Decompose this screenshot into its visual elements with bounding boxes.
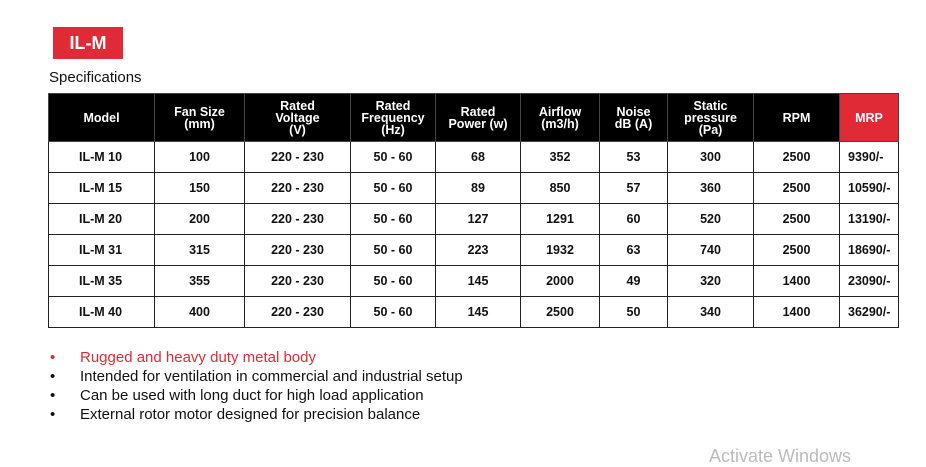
activation-watermark: Activate Windows [709,446,852,466]
table-body [49,142,899,328]
section-title: Specifications [49,69,142,86]
feature-text: External rotor motor designed for precision balance [80,406,421,423]
product-badge: IL-M [53,27,123,59]
feature-text: Rugged and heavy duty metal body [80,349,316,366]
table-cell: 50 - 60 [351,142,436,173]
column-header-line: Fan Size [174,104,225,119]
table-cell: 220 - 230 [245,266,351,297]
table-cell: 2000 [521,266,600,297]
feature-item [50,405,463,424]
column-header-line: MRP [855,110,883,125]
table-cell: 220 - 230 [245,173,351,204]
column-header-line: (Hz) [381,122,405,137]
column-header-line: Airflow [538,104,582,119]
column-header-line: (m3/h) [541,116,579,131]
column-header-line: (V) [289,122,306,137]
table-cell: 150 [155,173,245,204]
column-header-line: dB (A) [614,116,653,131]
table-cell: 2500 [754,204,840,235]
table-cell: 145 [436,297,521,328]
feature-item [50,386,463,405]
table-cell: 355 [155,266,245,297]
table-row [49,235,899,266]
table-cell: 740 [668,235,754,266]
column-header-line: Static [693,98,728,113]
column-header-line: Power (w) [448,116,508,131]
table-cell: 9390/- [840,142,899,173]
table-cell: 89 [436,173,521,204]
table-cell: 400 [155,297,245,328]
table-cell: IL-M 10 [49,142,155,173]
table-cell: 220 - 230 [245,297,351,328]
table-cell: 145 [436,266,521,297]
bullet-icon: • [50,406,56,423]
table-cell: 50 - 60 [351,266,436,297]
table-cell: 68 [436,142,521,173]
table-cell: 23090/- [840,266,899,297]
table-cell: 1400 [754,297,840,328]
column-header [245,94,351,142]
table-cell: 220 - 230 [245,204,351,235]
column-header [521,94,600,142]
table-cell: IL-M 20 [49,204,155,235]
table-cell: 18690/- [840,235,899,266]
column-header [351,94,436,142]
table-cell: 49 [600,266,668,297]
table-cell: 50 - 60 [351,204,436,235]
table-cell: 2500 [754,142,840,173]
table-cell: 50 - 60 [351,297,436,328]
column-header-line: RPM [782,110,811,125]
table-cell: 50 - 60 [351,235,436,266]
column-header [668,94,754,142]
column-header [436,94,521,142]
feature-item [50,367,463,386]
table-cell: 1932 [521,235,600,266]
column-header-line: Rated [375,98,411,113]
table-row [49,173,899,204]
feature-item [50,348,463,367]
table-cell: 13190/- [840,204,899,235]
table-cell: 850 [521,173,600,204]
feature-text: Intended for ventilation in commercial and industrial setup [80,368,463,385]
column-header [49,94,155,142]
bullet-icon: • [50,368,56,385]
table-cell: 223 [436,235,521,266]
table-cell: 53 [600,142,668,173]
feature-list [50,348,463,424]
table-cell: 2500 [754,173,840,204]
bullet-icon: • [50,349,56,366]
table-cell: IL-M 15 [49,173,155,204]
table-cell: 220 - 230 [245,142,351,173]
table-cell: 2500 [521,297,600,328]
table-cell: 315 [155,235,245,266]
column-header-line: Frequency [361,110,425,125]
table-cell: 100 [155,142,245,173]
table-cell: IL-M 31 [49,235,155,266]
table-cell: 340 [668,297,754,328]
table-cell: 36290/- [840,297,899,328]
table-cell: 352 [521,142,600,173]
table-cell: 320 [668,266,754,297]
column-header-line: Voltage [275,110,320,125]
table-cell: IL-M 35 [49,266,155,297]
table-cell: 10590/- [840,173,899,204]
table-cell: 520 [668,204,754,235]
column-header-line: (mm) [184,116,215,131]
table-cell: 63 [600,235,668,266]
table-cell: 50 [600,297,668,328]
table-cell: 1291 [521,204,600,235]
bullet-icon: • [50,387,56,404]
table-cell: 1400 [754,266,840,297]
table-row [49,204,899,235]
table-cell: 200 [155,204,245,235]
table-row [49,266,899,297]
table-row [49,142,899,173]
column-header [600,94,668,142]
header-row [49,94,899,142]
column-header [754,94,840,142]
column-header-line: Noise [616,104,651,119]
table-cell: 60 [600,204,668,235]
table-cell: 300 [668,142,754,173]
table-cell: 360 [668,173,754,204]
column-header-line: Rated [460,104,496,119]
table-cell: 2500 [754,235,840,266]
column-header [840,94,899,142]
specifications-table [48,93,899,328]
table-header [49,94,899,142]
column-header-line: pressure [684,110,737,125]
table-cell: 220 - 230 [245,235,351,266]
table-row [49,297,899,328]
table-cell: 50 - 60 [351,173,436,204]
column-header-line: (Pa) [698,122,723,137]
column-header-line: Rated [280,98,315,113]
column-header [155,94,245,142]
column-header-line: Model [83,110,120,125]
table-cell: 127 [436,204,521,235]
table-cell: IL-M 40 [49,297,155,328]
feature-text: Can be used with long duct for high load application [80,387,424,404]
table-cell: 57 [600,173,668,204]
